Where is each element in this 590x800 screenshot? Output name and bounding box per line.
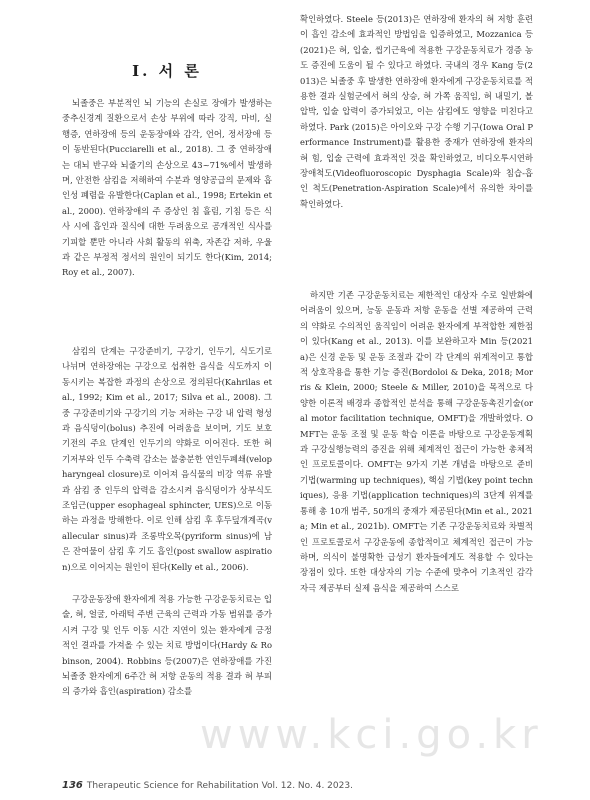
watermark: www.kci.go.kr [200, 712, 543, 758]
section-title: Ⅰ. 서 론 [132, 62, 202, 80]
page-footer [62, 780, 353, 791]
right-paragraph-2: 하지만 기존 구강운동치료는 제한적인 대상자 수로 일반화에 어려움이 있으며, 능동 운동과 저항 운동을 선별 제공하여 근력의 약화로 수의적인 움직임이 어려운 환자에게 부적합한 제한점이 있다(Kang et al., 2013). 이를 보완하고자 Min 등(2021a)은 신경 운동 및 운동 조절과 같이 각 단계의 위계적이고 통합적 상호작용을 통한 기능 증진(Bordoloi & Deka, 2018; Morris & Klein, 2000; Steele & Miller, 2010)을 목적으로 다양한 이론적 배경과 종합적인 분석을 통해 구강운동촉진기술(oral motor facilitation technique, OMFT)을 개발하였다. OMFT는 운동 조절 및 운동 학습 이론을 바탕으로 구강운동계획과 구강실행능력의 증진을 위해 체계적인 접근이 가능한 총체적인 프로토콜이다. OMFT는 9가지 기본 개념을 바탕으로 준비 기법(warming up techniques), 핵심 기법(key point techniques), 응용 기법(application techniques)의 3단계 위계를 통해 총 10개 범주, 50개의 중재가 제공된다(Min et al., 2021a; Min et al., 2021b). OMFT는 기존 구강운동치료와 차별적인 프로토콜로서 구강운동에 종합적이고 체계적인 접근이 가능하며, 의식이 불명확한 급성기 환자들에게도 적용할 수 있다는 장점이 있다. 또한 대상자의 기능 수준에 맞추어 기초적인 감각 자극 제공부터 실제 음식을 제공하여 스스로 [300, 290, 533, 593]
left-paragraph-1: 뇌졸중은 부분적인 뇌 기능의 손실로 장애가 발생하는 중추신경계 질환으로서 손상 부위에 따라 강직, 마비, 실행증, 연하장애 등의 운동장애와 감각, 언어, 정서장애 등이 동반된다(Pucciarelli et al., 2018). 그 중 연하장애는 대뇌 반구와 뇌줄기의 손상으로 43~71%에서 발생하며, 안전한 삼킴을 저해하여 수분과 영양공급의 문제와 흡인성 폐렴을 유발한다(Caplan et al., 1998; Ertekin et al., 2000). 연하장애의 주 증상인 침 흘림, 기침 등은 식사 시에 흡인과 질식에 대한 두려움으로 공개적인 식사를 기피할 뿐만 아니라 사회 활동의 위축, 자존감 저하, 우울과 같은 부정적 정서의 원인이 되기도 한다(Kim, 2014; Roy et al., 2007). [62, 98, 272, 278]
journal-citation: Therapeutic Science for Rehabilitation Vol. 12. No. 4. 2023. [86, 781, 353, 791]
left-paragraph-2: 삼킴의 단계는 구강준비기, 구강기, 인두기, 식도기로 나뉘며 연하장애는 구강으로 섭취한 음식을 식도까지 이동시키는 복잡한 과정의 손상으로 정의된다(Kahrilas et al., 1992; Kim et al., 2017; Silva et al., 2008). 그 중 구강준비기와 구강기의 기능 저하는 구강 내 압력 형성과 음식덩이(bolus) 추진에 어려움을 보이며, 기도 보호 기전의 주요 단계인 인두기의 약화로 이어진다. 또한 혀 기저부와 인두 수축력 감소는 불충분한 연인두폐쇄(velopharyngeal closure)로 이어져 음식물의 비강 역류 유발과 삼킴 중 인두의 압력을 감소시켜 음식덩이가 상부식도조임근(upper esophageal sphincter, UES)으로 이동하는 과정을 방해한다. 이로 인해 삼킴 후 후두덮개계곡(vallecular sinus)과 조롱박오목(pyriform sinus)에 남은 잔여물이 삼킴 후 기도 흡인(post swallow aspiration)으로 이어지는 원인이 된다(Kelly et al., 2006). [62, 346, 272, 572]
right-paragraph-1: 확인하였다. Steele 등(2013)은 연하장애 환자의 혀 저항 훈련이 흡인 감소에 효과적인 방법임을 입증하였고, Mozzanica 등(2021)은 혀, 입술, 씹기근육에 적용한 구강운동치료가 경증 농도 증진에 도움이 될 수 있다고 하였다. 국내의 경우 Kang 등(2013)은 뇌졸중 후 발생한 연하장애 환자에게 구강운동치료를 적용한 결과 실험군에서 혀의 상승, 혀 가쪽 움직임, 혀 내밀기, 볼 압박, 입술 압력이 증가되었고, 이는 삼킴에도 영향을 미친다고 하였다. Park (2015)은 아이오와 구강 수행 기구(Iowa Oral Performance Instrument)를 활용한 중재가 연하장애 환자의 혀 힘, 입술 근력에 효과적인 것을 확인하였고, 비디오투시연하장애척도(Videofluoroscopic Dysphagia Scale)와 침습-흡인 척도(Penetration-Aspiration Scale)에서 유의한 차이를 확인하였다. [300, 14, 533, 209]
left-paragraph-3: 구강운동장애 환자에게 적용 가능한 구강운동치료는 입술, 혀, 얼굴, 아래턱 주변 근육의 근력과 가동 범위를 증가시켜 구강 및 인두 이동 시간 지연이 있는 환자에게 긍정적인 결과를 가져올 수 있는 치료 방법이다(Hardy & Robinson, 2004). Robbins 등(2007)은 연하장애를 가진 뇌졸중 환자에게 6주간 혀 저항 운동의 적용 결과 혀 부피의 증가와 흡인(aspiration) 감소를 [62, 594, 272, 697]
page-number: 136 [62, 780, 83, 791]
